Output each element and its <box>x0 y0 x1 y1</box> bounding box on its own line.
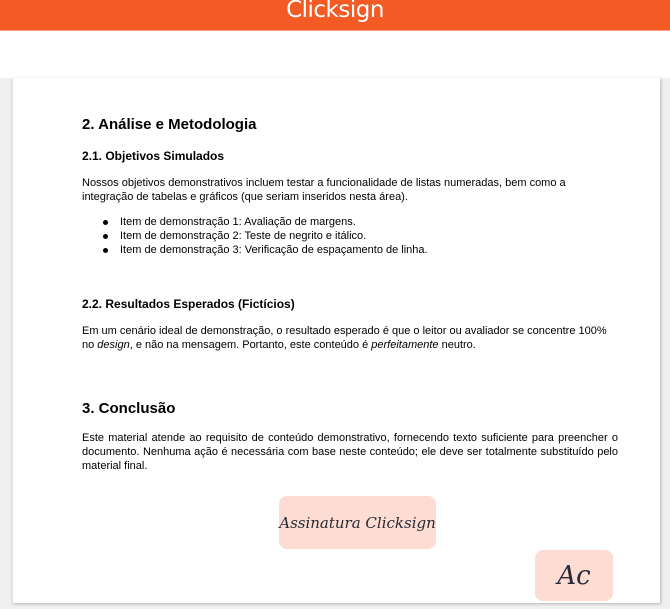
initials-text: Ac <box>557 560 591 591</box>
subsection-2-2-heading: 2.2. Resultados Esperados (Fictícios) <box>82 297 295 311</box>
initials-field[interactable] <box>535 550 613 601</box>
bullet-icon <box>103 248 108 253</box>
list-item: Item de demonstração 2: Teste de negrito e itálico. <box>82 229 428 243</box>
signature-text: Assinatura Clicksign <box>279 513 436 532</box>
bullet-icon <box>103 220 108 225</box>
subsection-2-1-heading: 2.1. Objetivos Simulados <box>82 149 225 163</box>
demo-items-list <box>82 215 428 257</box>
list-item: Item de demonstração 1: Avaliação de margens. <box>82 215 428 229</box>
signature-field[interactable] <box>279 496 436 549</box>
subsection-2-1-paragraph: Nossos objetivos demonstrativos incluem testar a funcionalidade de listas numeradas, bem como a integração de tabelas e gráficos (que seriam inseridos nesta área). <box>82 177 566 203</box>
bullet-icon <box>103 234 108 239</box>
document-page <box>12 78 660 603</box>
section-3-paragraph: Este material atende ao requisito de conteúdo demonstrativo, fornecendo texto suficiente para preencher o documento. Nenhuma ação é necessária com base neste conteúdo; ele deve ser totalmente substituído pelo material final. <box>82 432 618 472</box>
brand-logo: Clicksign <box>286 0 384 23</box>
top-bar <box>0 0 670 31</box>
section-2-heading: 2. Análise e Metodologia <box>82 116 257 133</box>
subsection-2-2-paragraph: Em um cenário ideal de demonstração, o resultado esperado é que o leitor ou avaliador se concentre 100% no design, e não na mensagem. Portanto, este conteúdo é perfeitamente neutro. <box>82 325 607 351</box>
list-item: Item de demonstração 3: Verificação de espaçamento de linha. <box>82 243 428 257</box>
section-3-heading: 3. Conclusão <box>82 400 176 417</box>
